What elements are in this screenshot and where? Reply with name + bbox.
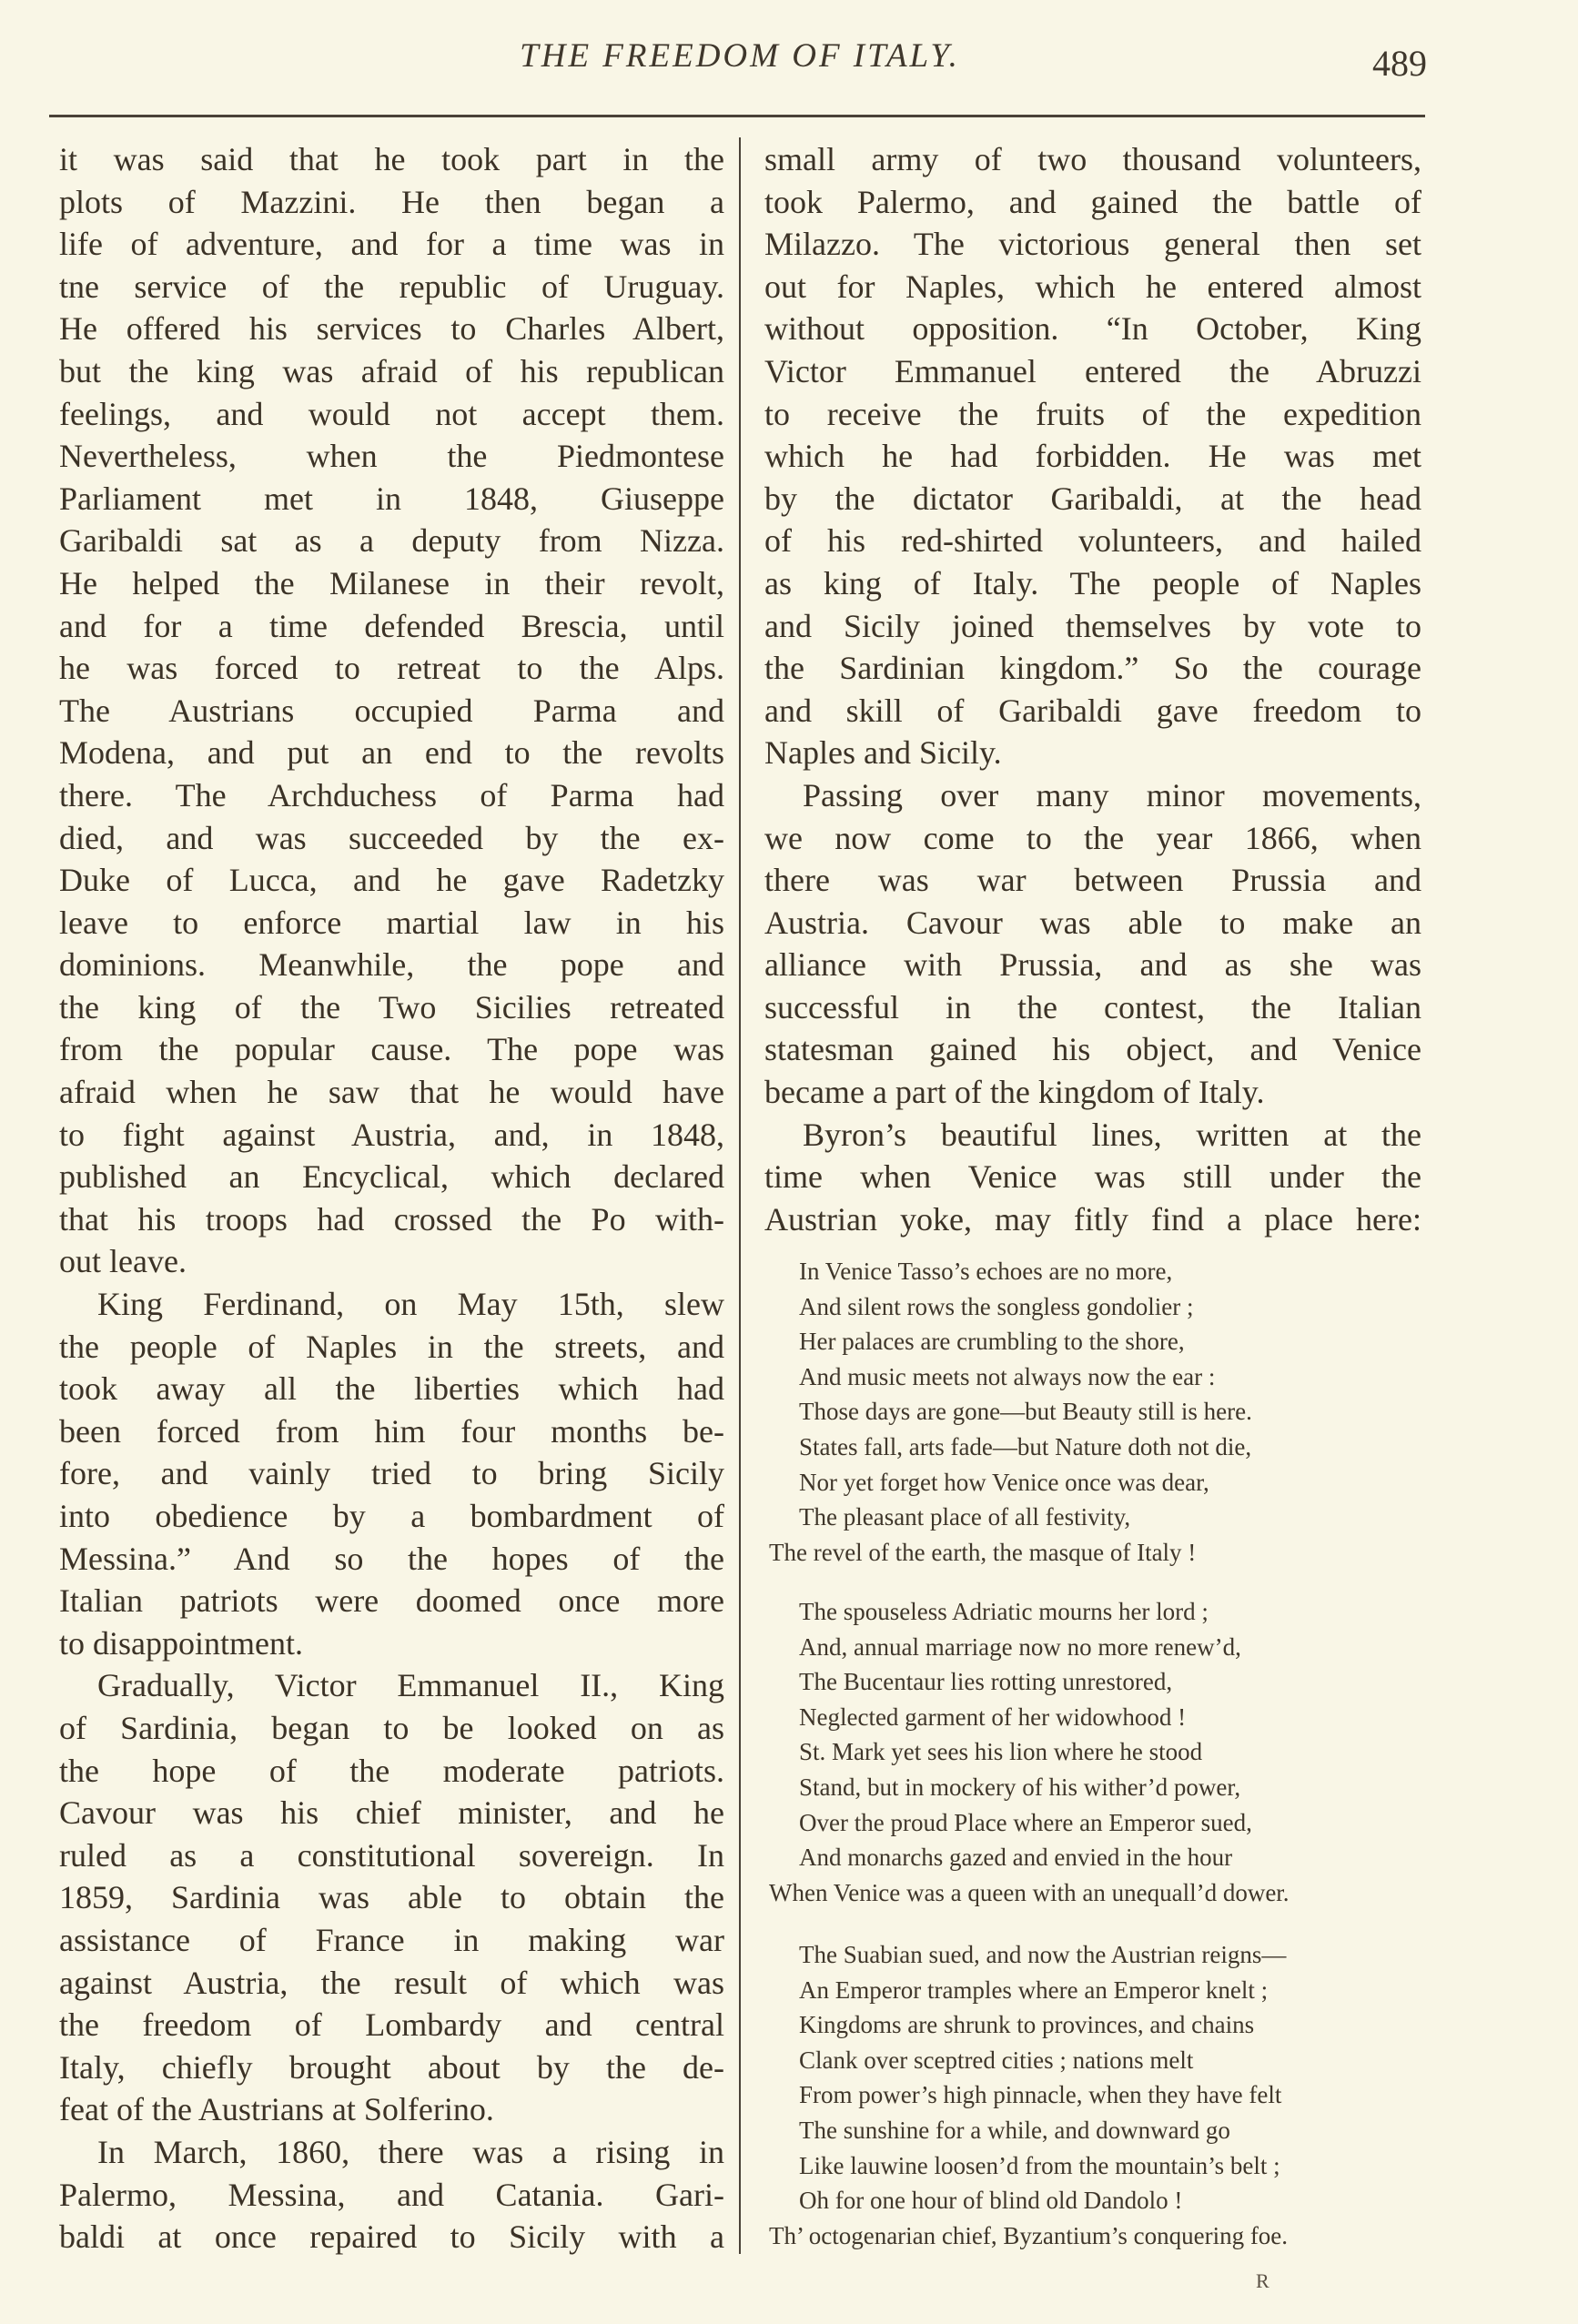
signature-mark: R <box>1256 2269 1269 2292</box>
text-line: Victor Emmanuel entered the Abruzzi <box>764 352 1421 389</box>
poem-line: And, annual marriage now no more renew’d, <box>799 1632 1241 1661</box>
text-line: to receive the fruits of the expedition <box>764 395 1421 432</box>
text-line: leave to enforce martial law in his <box>59 904 724 941</box>
text-line: alliance with Prussia, and as she was <box>764 946 1421 984</box>
text-line: Austrian yoke, may fitly find a place here: <box>764 1200 1421 1238</box>
text-line: the hope of the moderate patriots. <box>59 1752 724 1789</box>
running-title: THE FREEDOM OF ITALY. <box>520 37 960 75</box>
text-line: and skill of Garibaldi gave freedom to <box>764 692 1421 729</box>
text-line: and for a time defended Brescia, until <box>59 607 724 644</box>
text-line: Naples and Sicily. <box>764 734 1002 772</box>
poem-line: Kingdoms are shrunk to provinces, and chains <box>799 2011 1255 2039</box>
text-line: and Sicily joined themselves by vote to <box>764 607 1421 644</box>
text-line: there was war between Prussia and <box>764 862 1421 899</box>
text-line: King Ferdinand, on May 15th, slew <box>97 1286 724 1323</box>
text-line: plots of Mazzini. He then began a <box>59 183 724 220</box>
poem-line: The Bucentaur lies rotting unrestored, <box>799 1668 1173 1696</box>
poem-line: Over the proud Place where an Emperor sued, <box>799 1808 1252 1836</box>
text-line: took away all the liberties which had <box>59 1370 724 1408</box>
text-line: Parliament met in 1848, Giuseppe <box>59 480 724 517</box>
text-line: to fight against Austria, and, in 1848, <box>59 1116 724 1153</box>
poem-line: Neglected garment of her widowhood ! <box>799 1703 1187 1731</box>
page-number: 489 <box>1372 43 1427 84</box>
poem-line: And music meets not always now the ear : <box>799 1362 1216 1390</box>
text-line: published an Encyclical, which declared <box>59 1158 724 1196</box>
text-line: but the king was afraid of his republican <box>59 352 724 389</box>
text-line: out for Naples, which he entered almost <box>764 268 1421 305</box>
poem-line: The spouseless Adriatic mourns her lord ; <box>799 1598 1209 1625</box>
poem-line: St. Mark yet sees his lion where he stood <box>799 1738 1203 1766</box>
poem-line: Clank over sceptred cities ; nations melt <box>799 2046 1194 2074</box>
text-line: Italian patriots were doomed once more <box>59 1582 724 1620</box>
poem-line: The revel of the earth, the masque of Italy ! <box>769 1538 1197 1566</box>
poem-line: When Venice was a queen with an unequall’d dower. <box>769 1878 1290 1906</box>
text-line: Milazzo. The victorious general then set <box>764 226 1421 263</box>
text-line: the Sardinian kingdom.” So the courage <box>764 650 1421 687</box>
poem-line: Her palaces are crumbling to the shore, <box>799 1328 1185 1356</box>
text-line: it was said that he took part in the <box>59 141 724 177</box>
poem-line: Oh for one hour of blind old Dandolo ! <box>799 2187 1183 2215</box>
text-line: which he had forbidden. He was met <box>764 438 1421 475</box>
text-line: Nevertheless, when the Piedmontese <box>59 438 724 475</box>
text-line: against Austria, the result of which was <box>59 1964 724 2001</box>
text-line: without opposition. “In October, King <box>764 310 1421 348</box>
text-line: assistance of France in making war <box>59 1921 724 1958</box>
text-line: the freedom of Lombardy and central <box>59 2006 724 2044</box>
text-line: Messina.” And so the hopes of the <box>59 1540 724 1577</box>
text-line: Cavour was his chief minister, and he <box>59 1794 724 1832</box>
text-line: Passing over many minor movements, <box>803 776 1421 813</box>
text-line: time when Venice was still under the <box>764 1158 1421 1196</box>
text-line: that his troops had crossed the Po with- <box>59 1200 724 1238</box>
text-line: from the popular cause. The pope was <box>59 1031 724 1068</box>
text-line: he was forced to retreat to the Alps. <box>59 650 724 687</box>
text-line: we now come to the year 1866, when <box>764 819 1421 856</box>
poem-line: In Venice Tasso’s echoes are no more, <box>799 1258 1173 1285</box>
text-line: In March, 1860, there was a rising in <box>97 2133 724 2170</box>
text-line: of his red-shirted volunteers, and hailed <box>764 522 1421 560</box>
header-rule <box>49 115 1425 117</box>
poem-line: From power’s high pinnacle, when they have felt <box>799 2081 1282 2109</box>
poem-stanza-3 <box>769 1937 1288 2253</box>
text-line: the people of Naples in the streets, and <box>59 1328 724 1365</box>
poem-line: The sunshine for a while, and downward go <box>799 2116 1230 2144</box>
text-line: small army of two thousand volunteers, <box>764 141 1421 177</box>
text-line: He offered his services to Charles Albert, <box>59 310 724 348</box>
poem-line: The Suabian sued, and now the Austrian reigns— <box>799 1941 1287 1968</box>
text-line: Palermo, Messina, and Catania. Gari- <box>59 2176 724 2213</box>
text-line: been forced from him four months be- <box>59 1412 724 1450</box>
text-line: feelings, and would not accept them. <box>59 395 724 432</box>
text-line: Modena, and put an end to the revolts <box>59 734 724 772</box>
text-line: fore, and vainly tried to bring Sicily <box>59 1455 724 1492</box>
poem-line: The pleasant place of all festivity, <box>799 1503 1131 1531</box>
column-divider <box>739 137 741 2254</box>
poem-line: An Emperor tramples where an Emperor knelt ; <box>799 1975 1269 2004</box>
text-line: the king of the Two Sicilies retreated <box>59 988 724 1026</box>
text-line: to disappointment. <box>59 1624 303 1662</box>
text-line: Duke of Lucca, and he gave Radetzky <box>59 862 724 899</box>
text-line: Gradually, Victor Emmanuel II., King <box>97 1667 724 1704</box>
text-line: there. The Archduchess of Parma had <box>59 776 724 813</box>
text-line: Austria. Cavour was able to make an <box>764 904 1421 941</box>
text-line: Byron’s beautiful lines, written at the <box>803 1116 1421 1153</box>
text-line: The Austrians occupied Parma and <box>59 692 724 729</box>
poem-line: Th’ octogenarian chief, Byzantium’s conquering foe. <box>769 2221 1289 2249</box>
text-line: 1859, Sardinia was able to obtain the <box>59 1879 724 1916</box>
poem-line: Like lauwine loosen’d from the mountain’s belt ; <box>799 2151 1280 2179</box>
left-column <box>59 138 724 2258</box>
text-line: took Palermo, and gained the battle of <box>764 183 1421 220</box>
text-line: feat of the Austrians at Solferino. <box>59 2091 494 2128</box>
text-line: ruled as a constitutional sovereign. In <box>59 1836 724 1874</box>
text-line: died, and was succeeded by the ex- <box>59 819 724 856</box>
text-line: as king of Italy. The people of Naples <box>764 564 1421 601</box>
text-line: baldi at once repaired to Sicily with a <box>59 2218 724 2256</box>
poem-line: States fall, arts fade—but Nature doth not die, <box>799 1432 1252 1460</box>
poem-line: Stand, but in mockery of his wither’d power, <box>799 1773 1241 1801</box>
text-line: into obedience by a bombardment of <box>59 1498 724 1534</box>
text-line: out leave. <box>59 1243 187 1280</box>
poem-line: Nor yet forget how Venice once was dear, <box>799 1468 1209 1496</box>
poem-line: Those days are gone—but Beauty still is here. <box>799 1398 1252 1426</box>
poem-stanza-2 <box>769 1594 1290 1910</box>
text-line: He helped the Milanese in their revolt, <box>59 564 724 601</box>
poem-line: And silent rows the songless gondolier ; <box>799 1292 1194 1320</box>
text-line: statesman gained his object, and Venice <box>764 1031 1421 1068</box>
poem-stanza-1 <box>769 1254 1252 1570</box>
text-line: Garibaldi sat as a deputy from Nizza. <box>59 522 724 560</box>
text-line: successful in the contest, the Italian <box>764 988 1421 1026</box>
text-line: became a part of the kingdom of Italy. <box>764 1074 1265 1111</box>
text-line: life of adventure, and for a time was in <box>59 226 724 263</box>
text-line: dominions. Meanwhile, the pope and <box>59 946 724 984</box>
text-line: tne service of the republic of Uruguay. <box>59 268 724 305</box>
poem-line: And monarchs gazed and envied in the hour <box>799 1844 1233 1872</box>
text-line: of Sardinia, began to be looked on as <box>59 1709 724 1746</box>
right-column <box>764 138 1421 1240</box>
text-line: by the dictator Garibaldi, at the head <box>764 480 1421 517</box>
text-line: afraid when he saw that he would have <box>59 1074 724 1111</box>
text-line: Italy, chiefly brought about by the de- <box>59 2048 724 2086</box>
